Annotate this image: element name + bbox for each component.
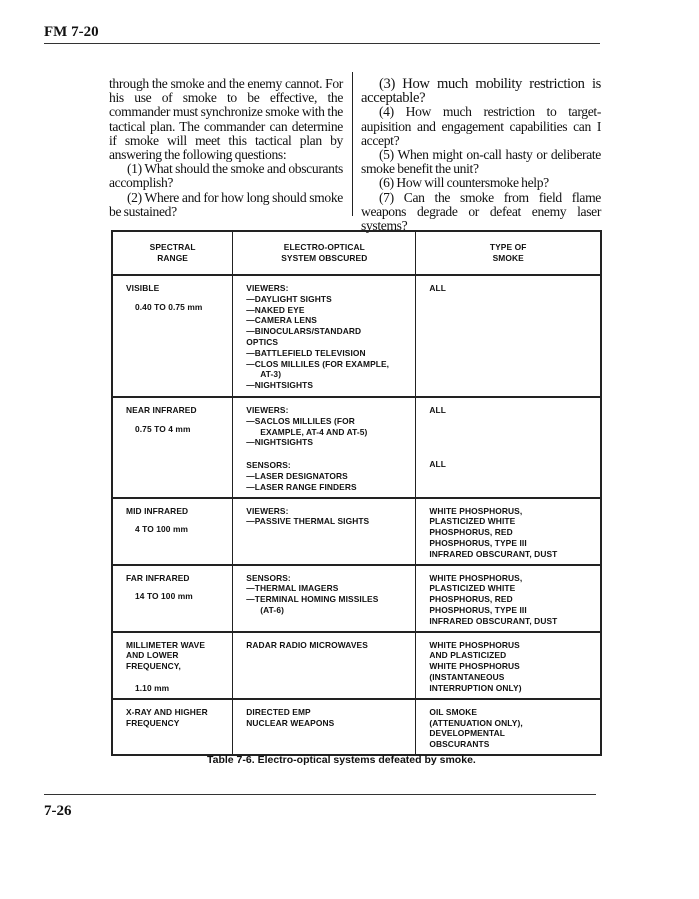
smoke-type: OBSCURANTS <box>429 739 490 750</box>
header-rule <box>44 43 600 44</box>
range-value: 4 TO 100 mm <box>135 524 189 535</box>
system-line: AT-3) <box>260 369 282 380</box>
smoke-type: ALL <box>429 283 446 293</box>
smoke-type: INFRARED OBSCURANT, DUST <box>429 548 558 559</box>
range-label: FREQUENCY <box>126 717 180 728</box>
range-value: 14 TO 100 mm <box>135 591 193 602</box>
system-line: DIRECTED EMP <box>246 706 311 717</box>
range-label: X-RAY AND HIGHER <box>126 706 208 717</box>
system-line: —BATTLEFIELD TELEVISION <box>246 347 366 358</box>
smoke-type: INFRARED OBSCURANT, DUST <box>429 615 558 626</box>
system-line: —BINOCULARS/STANDARD <box>246 326 362 337</box>
system-line: OPTICS <box>246 336 279 347</box>
smoke-type: DEVELOPMENTAL <box>429 728 505 739</box>
range-label: FREQUENCY, <box>126 661 181 672</box>
table-row <box>112 275 601 397</box>
system-line: —LASER DESIGNATORS <box>246 470 348 481</box>
table-row <box>112 632 601 699</box>
question-6: (6) How will countersmoke help? <box>379 175 549 191</box>
system-line: SENSORS: <box>246 460 291 471</box>
page-number: 7-26 <box>44 803 72 819</box>
range-label: FAR INFRARED <box>126 572 190 583</box>
smoke-type: WHITE PHOSPHORUS <box>429 661 520 672</box>
system-line: —SACLOS MILLILES (FOR <box>246 415 355 426</box>
system-line: —CAMERA LENS <box>246 315 317 326</box>
range-value: 1.10 mm <box>135 682 170 693</box>
smoke-type: PHOSPHORUS, TYPE III <box>429 604 527 615</box>
system-line: SENSORS: <box>246 572 291 583</box>
smoke-type: WHITE PHOSPHORUS <box>429 639 520 650</box>
running-header: FM 7-20 <box>44 24 99 40</box>
system-line: —NAKED EYE <box>246 304 305 315</box>
smoke-type: PHOSPHORUS, RED <box>429 594 513 605</box>
header-type-of-smoke: TYPE OF SMOKE <box>416 231 601 275</box>
system-line: —DAYLIGHT SIGHTS <box>246 293 332 304</box>
column-divider <box>352 72 353 216</box>
question-5: (5) When might on-call hasty or deliberate smoke benefit the unit? <box>361 147 601 177</box>
smoke-type: OIL SMOKE <box>429 706 478 717</box>
smoke-type: PLASTICIZED WHITE <box>429 516 516 527</box>
system-line: VIEWERS: <box>246 283 289 293</box>
smoke-type: (INSTANTANEOUS <box>429 671 505 682</box>
table-row <box>112 498 601 565</box>
table-caption: Table 7-6. Electro-optical systems defeated by smoke. <box>207 754 476 766</box>
system-line: —NIGHTSIGHTS <box>246 380 314 391</box>
system-line: EXAMPLE, AT-4 AND AT-5) <box>260 426 368 437</box>
right-column-text <box>361 77 601 233</box>
range-label: NEAR INFRARED <box>126 405 197 415</box>
system-line: —NIGHTSIGHTS <box>246 437 314 448</box>
smoke-type: ALL <box>429 458 446 469</box>
question-1: (1) What should the smoke and obscurants accomplish? <box>109 161 343 191</box>
range-label: VISIBLE <box>126 283 160 293</box>
smoke-type: AND PLASTICIZED <box>429 650 507 661</box>
paragraph: through the smoke and the enemy cannot. For his use of smoke to be effective, the commander must synchronize smoke with the tactical plan. The commander can determine if smoke will meet this tactical plan by answering the following questions: <box>109 76 343 163</box>
header-system-obscured: ELECTRO-OPTICAL SYSTEM OBSCURED <box>233 231 416 275</box>
question-2: (2) Where and for how long should smoke be sustained? <box>109 189 343 219</box>
range-label: MID INFRARED <box>126 505 189 516</box>
table-row <box>112 397 601 498</box>
system-line: (AT-6) <box>260 604 284 615</box>
question-3: (3) How much mobility restriction is acceptable? <box>361 76 601 107</box>
system-line: —CLOS MILLILES (FOR EXAMPLE, <box>246 358 390 369</box>
smoke-type: PLASTICIZED WHITE <box>429 583 516 594</box>
system-line: NUCLEAR WEAPONS <box>246 717 335 728</box>
smoke-type: ALL <box>429 405 446 415</box>
system-line: —LASER RANGE FINDERS <box>246 481 357 492</box>
table-header-row <box>112 231 601 275</box>
question-7: (7) Can the smoke from field flame weapons degrade or defeat enemy laser systems? <box>361 189 601 234</box>
range-label: MILLIMETER WAVE <box>126 639 206 650</box>
header-spectral-range: SPECTRAL RANGE <box>112 231 233 275</box>
range-value: 0.40 TO 0.75 mm <box>135 301 203 312</box>
smoke-type: PHOSPHORUS, RED <box>429 527 513 538</box>
smoke-type: WHITE PHOSPHORUS, <box>429 572 523 583</box>
system-line: VIEWERS: <box>246 405 289 415</box>
smoke-type: (ATTENUATION ONLY), <box>429 717 523 728</box>
system-line: RADAR RADIO MICROWAVES <box>246 639 368 650</box>
system-line: —THERMAL IMAGERS <box>246 583 339 594</box>
question-4: (4) How much restriction to target-aupisition and engagement capabilities can I accept? <box>361 104 601 148</box>
system-line: VIEWERS: <box>246 505 289 516</box>
smoke-type: WHITE PHOSPHORUS, <box>429 505 523 516</box>
left-column-text <box>109 77 343 219</box>
table-row <box>112 565 601 632</box>
range-label: AND LOWER <box>126 650 179 661</box>
smoke-type: INTERRUPTION ONLY) <box>429 682 522 693</box>
system-line: —PASSIVE THERMAL SIGHTS <box>246 516 370 527</box>
smoke-effects-table <box>111 230 602 756</box>
system-line: —TERMINAL HOMING MISSILES <box>246 594 379 605</box>
range-value: 0.75 TO 4 mm <box>135 423 191 434</box>
footer-rule <box>44 794 596 795</box>
table-row <box>112 699 601 755</box>
smoke-type: PHOSPHORUS, TYPE III <box>429 537 527 548</box>
